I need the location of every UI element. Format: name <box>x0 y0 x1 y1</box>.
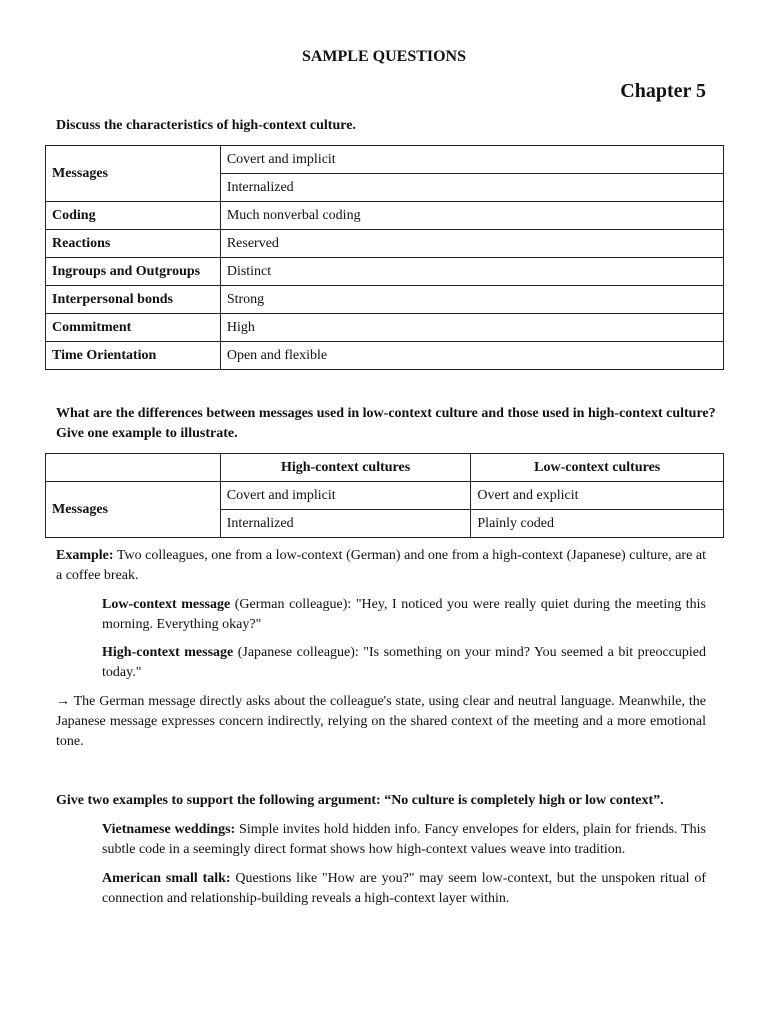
messages-comparison-table <box>45 453 724 538</box>
table-row <box>46 230 724 258</box>
high-context-characteristics-table <box>45 145 724 370</box>
table-row <box>46 286 724 314</box>
chapter-heading: Chapter 5 <box>620 80 706 102</box>
example-text: Two colleagues, one from a low-context (German) and one from a high-context (Japanese) culture, are at a coffee break. <box>56 548 706 583</box>
example-label: Example: <box>56 548 114 563</box>
row-value: Reserved <box>220 230 723 258</box>
empty-header-cell <box>46 454 221 482</box>
table-row <box>46 482 724 510</box>
row-label: Messages <box>46 146 221 202</box>
row-label: Ingroups and Outgroups <box>46 258 221 286</box>
high-context-cell: Covert and implicit <box>220 482 471 510</box>
row-label: Interpersonal bonds <box>46 286 221 314</box>
row-value: Distinct <box>220 258 723 286</box>
example-paragraph <box>56 546 706 586</box>
row-label: Time Orientation <box>46 342 221 370</box>
low-context-text: (German colleague): "Hey, I noticed you were really quiet during the meeting this morning. Everything okay?" <box>102 597 706 632</box>
table-row <box>46 314 724 342</box>
row-value: Open and flexible <box>220 342 723 370</box>
example-1-text: Simple invites hold hidden info. Fancy envelopes for elders, plain for friends. This subtle code in a seemingly direct format shows how high-context values weave into tradition. <box>102 822 706 857</box>
table-row <box>46 202 724 230</box>
row-label: Reactions <box>46 230 221 258</box>
question-3: Give two examples to support the following argument: “No culture is completely high or low context”. <box>56 793 664 808</box>
question-1: Discuss the characteristics of high-context culture. <box>56 118 356 133</box>
high-context-label: High-context message <box>102 645 234 660</box>
table-row <box>46 342 724 370</box>
row-value: High <box>220 314 723 342</box>
table-row <box>46 146 724 174</box>
table-header-row <box>46 454 724 482</box>
high-context-cell: Internalized <box>220 510 471 538</box>
example-2-label: American small talk: <box>102 871 231 886</box>
low-context-message <box>102 595 706 635</box>
row-value: Much nonverbal coding <box>220 202 723 230</box>
row-value: Internalized <box>220 174 723 202</box>
page-title: SAMPLE QUESTIONS <box>301 48 467 65</box>
table-row <box>46 258 724 286</box>
example-1-label: Vietnamese weddings: <box>102 822 236 837</box>
high-context-text: (Japanese colleague): "Is something on your mind? You seemed a bit preoccupied today." <box>102 645 706 680</box>
low-context-cell: Plainly coded <box>471 510 724 538</box>
row-label: Commitment <box>46 314 221 342</box>
example-2-text: Questions like "How are you?" may seem low-context, but the unspoken ritual of connection and relationship-building reveals a high-context layer within. <box>102 871 706 906</box>
high-context-message <box>102 643 706 683</box>
column-header-high: High-context cultures <box>220 454 471 482</box>
column-header-low: Low-context cultures <box>471 454 724 482</box>
low-context-label: Low-context message <box>102 597 231 612</box>
example-american-small-talk <box>102 869 706 909</box>
low-context-cell: Overt and explicit <box>471 482 724 510</box>
example-vietnamese-weddings <box>102 820 706 860</box>
row-label: Coding <box>46 202 221 230</box>
row-value: Strong <box>220 286 723 314</box>
row-value: Covert and implicit <box>220 146 723 174</box>
question-2: What are the differences between messages used in low-context culture and those used in high-context culture? Give one example to illustrate. <box>56 406 716 441</box>
row-label: Messages <box>46 482 221 538</box>
conclusion-paragraph: → The German message directly asks about the colleague's state, using clear and neutral language. Meanwhile, the Japanese message expresses concern indirectly, relying on the shared context of the meeting and a more emotional tone. <box>56 694 706 749</box>
